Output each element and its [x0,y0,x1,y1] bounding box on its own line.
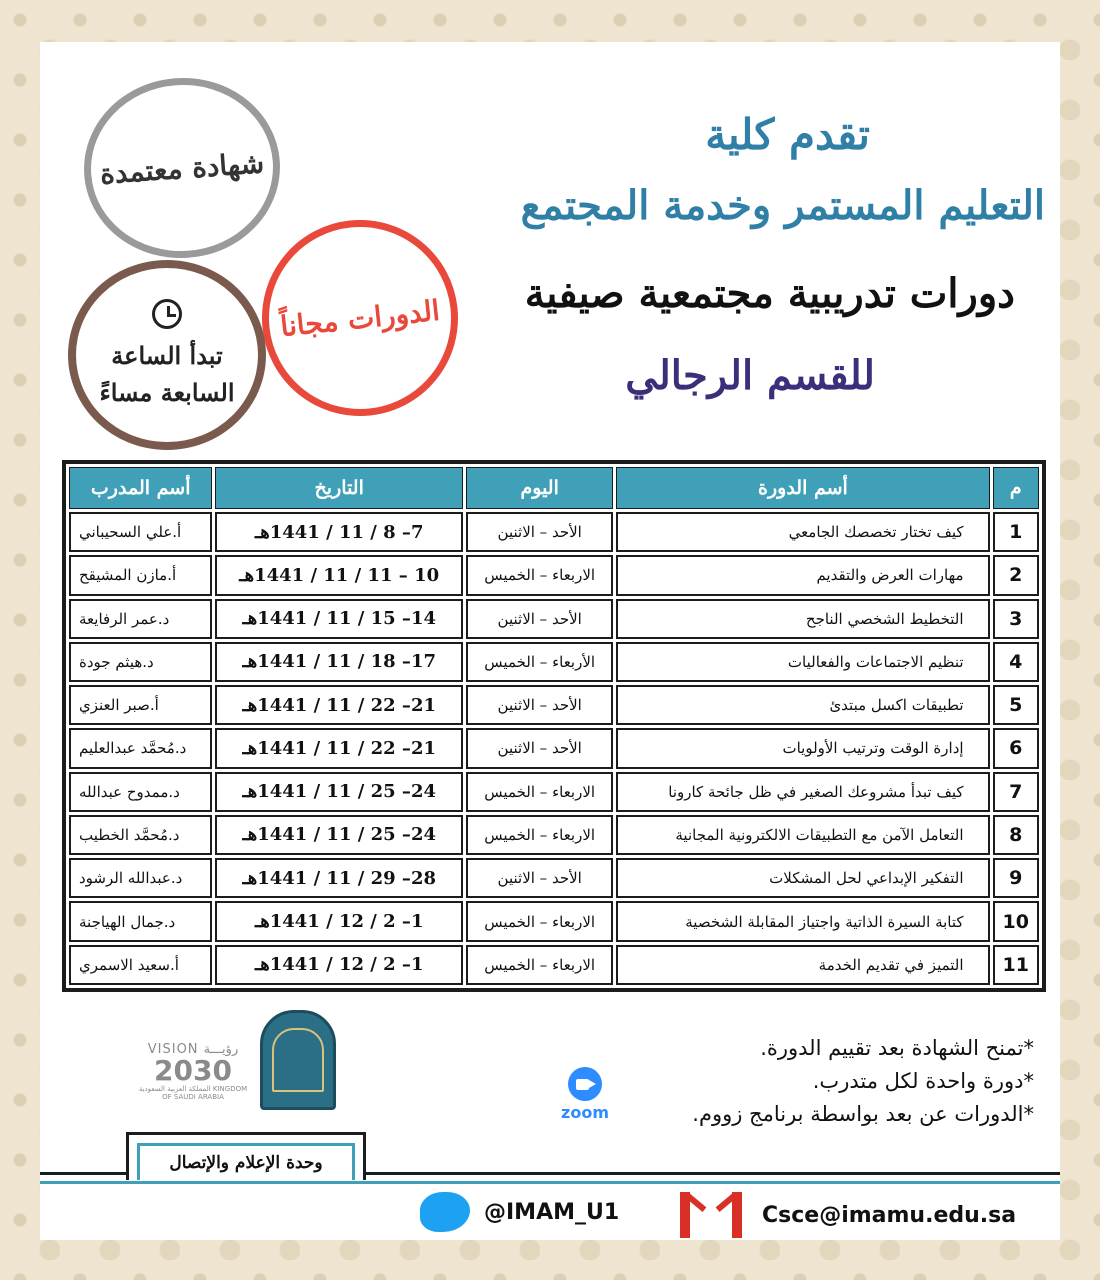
col-course: أسم الدورة [616,467,989,509]
twitter-icon [420,1192,470,1232]
course-name: كتابة السيرة الذاتية واجتياز المقابلة الشخصية [616,901,989,941]
col-number: م [993,467,1039,509]
row-number: 1 [993,512,1039,552]
row-number: 8 [993,815,1039,855]
start-time-badge [68,260,266,450]
course-day: الاربعاء – الخميس [466,772,613,812]
college-name: التعليم المستمر وخدمة المجتمع [520,182,1045,229]
poster-title: دورات تدريبية مجتمعية صيفية [524,270,1015,317]
notes-list [692,1032,1034,1131]
trainer-name: أ.صبر العنزي [69,685,212,725]
course-day: الأحد – الاثنين [466,599,613,639]
course-date: 21– 22 / 11 / 1441هـ [215,728,463,768]
zoom-logo [550,1067,620,1122]
course-day: الأحد – الاثنين [466,512,613,552]
row-number: 9 [993,858,1039,898]
trainer-name: أ.سعيد الاسمري [69,945,212,985]
row-number: 2 [993,555,1039,595]
trainer-name: د.مُحمَّد الخطيب [69,815,212,855]
email-address[interactable]: Csce@imamu.edu.sa [762,1202,1017,1228]
course-name: كيف تبدأ مشروعك الصغير في ظل جائحة كارونا [616,772,989,812]
row-number: 6 [993,728,1039,768]
course-day: الاربعاء – الخميس [466,555,613,595]
vision-year: 2030 [154,1054,232,1087]
trainer-name: د.عمر الرفايعة [69,599,212,639]
course-date: 7– 8 / 11 / 1441هـ [215,512,463,552]
row-number: 5 [993,685,1039,725]
course-day: الأحد – الاثنين [466,858,613,898]
course-day: الأربعاء – الخميس [466,642,613,682]
free-label: الدورات مجاناً [278,293,442,343]
course-name: مهارات العرض والتقديم [616,555,989,595]
university-logo [260,1010,336,1110]
table-row [69,555,1039,595]
course-day: الاربعاء – الخميس [466,901,613,941]
course-day: الاربعاء – الخميس [466,815,613,855]
course-name: تطبيقات اكسل مبتدئ [616,685,989,725]
poster [40,42,1060,1240]
vision-2030-logo [138,1042,248,1101]
time-line-2: السابعة مساءً [99,378,235,407]
row-number: 4 [993,642,1039,682]
course-day: الاربعاء – الخميس [466,945,613,985]
row-number: 7 [993,772,1039,812]
col-trainer: أسم المدرب [69,467,212,509]
table-row [69,858,1039,898]
course-date: 24– 25 / 11 / 1441هـ [215,815,463,855]
certificate-label: شهادة معتمدة [98,145,266,191]
trainer-name: د.مُحمَّد عبدالعليم [69,728,212,768]
free-courses-badge [252,210,467,425]
poster-subtitle: للقسم الرجالي [625,352,875,399]
course-date: 21– 22 / 11 / 1441هـ [215,685,463,725]
table-row [69,901,1039,941]
course-date: 1– 2 / 12 / 1441هـ [215,901,463,941]
clock-icon [152,299,182,329]
vision-label: VISION رؤيـــة [147,1042,239,1057]
table-row [69,512,1039,552]
course-date: 28– 29 / 11 / 1441هـ [215,858,463,898]
row-number: 3 [993,599,1039,639]
col-day: اليوم [466,467,613,509]
row-number: 11 [993,945,1039,985]
twitter-handle[interactable]: @IMAM_U1 [484,1199,620,1225]
trainer-name: د.جمال الهياجنة [69,901,212,941]
course-name: التعامل الآمن مع التطبيقات الالكترونية المجانية [616,815,989,855]
zoom-icon [568,1067,602,1101]
course-name: إدارة الوقت وترتيب الأولويات [616,728,989,768]
zoom-label: zoom [561,1103,609,1122]
trainer-name: د.هيثم جودة [69,642,212,682]
table-row [69,728,1039,768]
trainer-name: أ.مازن المشيقح [69,555,212,595]
vision-sub: المملكة العربية السعودية KINGDOM OF SAUDI ARABIA [138,1085,248,1101]
email-contact[interactable] [680,1192,1016,1238]
course-date: 14– 15 / 11 / 1441هـ [215,599,463,639]
table-row [69,772,1039,812]
header-line-1: تقدم كلية [705,110,870,159]
unit-name: وحدة الإعلام والإتصال [137,1143,355,1180]
table-row [69,685,1039,725]
row-number: 10 [993,901,1039,941]
course-day: الأحد – الاثنين [466,685,613,725]
trainer-name: د.عبدالله الرشود [69,858,212,898]
note-item: *دورة واحدة لكل متدرب. [812,1069,1034,1093]
table-row [69,642,1039,682]
time-line-1: تبدأ الساعة [111,341,223,370]
course-date: 24– 25 / 11 / 1441هـ [215,772,463,812]
course-name: التميز في تقديم الخدمة [616,945,989,985]
course-date: 17– 18 / 11 / 1441هـ [215,642,463,682]
note-item: *الدورات عن بعد بواسطة برنامج زووم. [692,1102,1034,1126]
course-date: 1– 2 / 12 / 1441هـ [215,945,463,985]
course-date: 10 – 11 / 11 / 1441هـ [215,555,463,595]
col-date: التاريخ [215,467,463,509]
course-name: التفكير الإبداعي لحل المشكلات [616,858,989,898]
trainer-name: د.ممدوح عبدالله [69,772,212,812]
course-day: الأحد – الاثنين [466,728,613,768]
unit-tab [126,1132,366,1180]
trainer-name: أ.علي السحيباني [69,512,212,552]
course-name: كيف تختار تخصصك الجامعي [616,512,989,552]
table-row [69,599,1039,639]
course-name: تنظيم الاجتماعات والفعاليات [616,642,989,682]
table-row [69,945,1039,985]
courses-table [62,460,1046,992]
note-item: *تمنح الشهادة بعد تقييم الدورة. [760,1036,1034,1060]
twitter-contact[interactable] [420,1192,619,1232]
gmail-icon [680,1192,742,1238]
table-header-row [69,467,1039,509]
certificate-badge [78,71,286,264]
table-row [69,815,1039,855]
course-name: التخطيط الشخصي الناجح [616,599,989,639]
